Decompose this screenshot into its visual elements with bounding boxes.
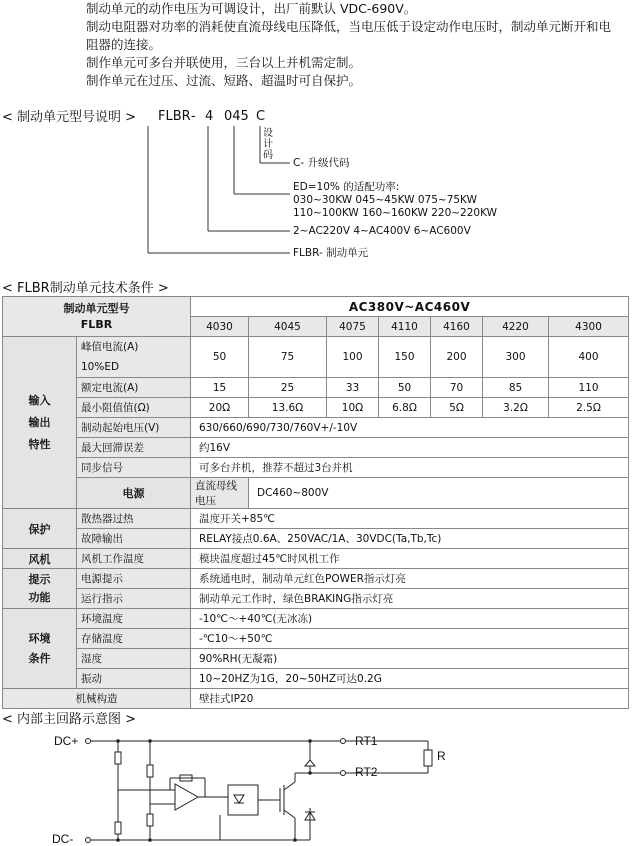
divider-resistor-1: [115, 752, 121, 764]
rated-value: 25: [249, 378, 327, 398]
heatsink-value: 温度开关+85℃: [191, 509, 629, 529]
model-code-flbr: FLBR: [158, 109, 191, 124]
design-code-label: 设 计 码: [263, 128, 273, 161]
desc-upgrade-code: C- 升级代码: [293, 157, 350, 169]
model-code-dash: -: [191, 109, 196, 124]
intro-line: 制动单元的动作电压为可调设计，出厂前默认 VDC-690V。: [86, 1, 417, 16]
label-heatsink: 散热器过热: [77, 509, 191, 529]
minr-value: 2.5Ω: [549, 398, 629, 418]
sync-value: 可多台并机，推荐不超过3台并机: [191, 458, 629, 478]
divider-resistor-2: [115, 822, 121, 834]
storage-temp-value: -℃10～+50℃: [191, 629, 629, 649]
mechanical-value: 壁挂式IP20: [191, 689, 629, 709]
label-power-indicator: 电源提示: [77, 569, 191, 589]
model-code-power: 045: [224, 109, 249, 124]
group-hint: 提示 功能: [3, 569, 77, 609]
ambient-temp-value: -10℃～+40℃(无冰冻): [191, 609, 629, 629]
opto-led: [234, 795, 244, 803]
intro-text: [86, 0, 626, 90]
group-power: 电源: [77, 478, 191, 509]
external-resistor: [424, 750, 432, 766]
divider-resistor-3: [147, 765, 153, 777]
model-col: 4300: [549, 317, 629, 337]
rated-value: 15: [191, 378, 249, 398]
minr-value: 10Ω: [327, 398, 379, 418]
run-indicator-value: 制动单元工作时，绿色BRAKING指示灯亮: [191, 589, 629, 609]
comparator-opamp: [175, 784, 198, 810]
peak-value: 100: [327, 337, 379, 378]
model-col: 4030: [191, 317, 249, 337]
dc-plus-label: DC+: [54, 734, 79, 748]
minr-value: 20Ω: [191, 398, 249, 418]
optocoupler: [228, 785, 258, 815]
dc-plus-terminal: [86, 739, 91, 744]
label-fan-temp: 风机工作温度: [77, 549, 191, 569]
intro-line: 阻器的连接。: [86, 37, 162, 52]
group-fan: 风机: [3, 549, 77, 569]
model-col: 4045: [249, 317, 327, 337]
rated-value: 50: [379, 378, 431, 398]
model-code-design: C: [256, 109, 266, 124]
peak-value: 400: [549, 337, 629, 378]
label-fault-output: 故障输出: [77, 529, 191, 549]
peak-value: 50: [191, 337, 249, 378]
intro-line: 制作单元在过压、过流、短路、超温时可自保护。: [86, 73, 362, 88]
fan-temp-value: 模块温度超过45℃时风机工作: [191, 549, 629, 569]
rt1-label: RT1: [355, 734, 378, 748]
label-rated-current: 额定电流(A): [77, 378, 191, 398]
minr-value: 13.6Ω: [249, 398, 327, 418]
model-code-voltage: 4: [205, 109, 214, 124]
label-ambient-temp: 环境温度: [77, 609, 191, 629]
label-sync: 同步信号: [77, 458, 191, 478]
dc-minus-label: DC-: [52, 832, 74, 846]
label-bus-voltage: 直流母线电压: [191, 478, 249, 509]
peak-value: 75: [249, 337, 327, 378]
rated-value: 110: [549, 378, 629, 398]
label-peak-current: 峰值电流(A) 10%ED: [77, 337, 191, 378]
rated-value: 70: [431, 378, 483, 398]
spec-table: [2, 296, 629, 709]
intro-line: 制动电阻器对功率的消耗使直流母线电压降低，当电压低于设定动作电压时，制动单元断开和电: [86, 19, 612, 34]
desc-voltage: 2~AC220V 4~AC400V 6~AC600V: [293, 225, 471, 237]
start-voltage-value: 630/660/690/730/760V+/-10V: [191, 418, 629, 438]
header-model: 制动单元型号 FLBR: [3, 297, 191, 337]
divider-resistor-4: [147, 814, 153, 826]
label-min-resistance: 最小阻值值(Ω): [77, 398, 191, 418]
group-env: 环境 条件: [3, 609, 77, 689]
minr-value: 5Ω: [431, 398, 483, 418]
minr-value: 3.2Ω: [483, 398, 549, 418]
resistor-r-label: R: [437, 749, 446, 763]
bus-voltage-value: DC460~800V: [249, 478, 629, 509]
label-start-voltage: 制动起始电压(V): [77, 418, 191, 438]
rated-value: 33: [327, 378, 379, 398]
circuit-section-title: < 内部主回路示意图 >: [2, 712, 137, 727]
rated-value: 85: [483, 378, 549, 398]
rt1-terminal: [341, 739, 346, 744]
peak-value: 200: [431, 337, 483, 378]
group-protect: 保护: [3, 509, 77, 549]
peak-value: 300: [483, 337, 549, 378]
model-col: 4220: [483, 317, 549, 337]
group-io: 输入 输出 特性: [3, 337, 77, 509]
model-section-title: < 制动单元型号说明 >: [2, 110, 137, 125]
label-storage-temp: 存储温度: [77, 629, 191, 649]
vibration-value: 10~20HZ为1G，20~50HZ可达0.2G: [191, 669, 629, 689]
desc-power: ED=10% 的适配功率: 030~30KW 045~45KW 075~75KW 110~100KW 160~160KW 220~220KW: [293, 181, 497, 219]
rt2-terminal: [341, 771, 346, 776]
label-vibration: 振动: [77, 669, 191, 689]
humidity-value: 90%RH(无凝霜): [191, 649, 629, 669]
label-humidity: 湿度: [77, 649, 191, 669]
label-mechanical: 机械构造: [3, 689, 191, 709]
model-col: 4110: [379, 317, 431, 337]
fault-output-value: RELAY接点0.6A、250VAC/1A、30VDC(Ta,Tb,Tc): [191, 529, 629, 549]
freewheel-diode: [305, 760, 315, 766]
rt2-label: RT2: [355, 765, 378, 779]
label-run-indicator: 运行指示: [77, 589, 191, 609]
model-col: 4075: [327, 317, 379, 337]
intro-line: 制作单元可多台并联使用，三台以上并机需定制。: [86, 55, 362, 70]
model-col: 4160: [431, 317, 483, 337]
power-indicator-value: 系统通电时，制动单元红色POWER指示灯亮: [191, 569, 629, 589]
spec-section-title: < FLBR制动单元技术条件 >: [2, 281, 169, 296]
desc-flbr: FLBR- 制动单元: [293, 247, 369, 259]
circuit-diagram: [0, 728, 632, 846]
header-range: AC380V~AC460V: [191, 297, 629, 317]
label-hysteresis: 最大回滞误差: [77, 438, 191, 458]
minr-value: 6.8Ω: [379, 398, 431, 418]
dc-minus-terminal: [86, 838, 91, 843]
hysteresis-value: 约16V: [191, 438, 629, 458]
peak-value: 150: [379, 337, 431, 378]
model-diagram: [0, 100, 632, 270]
